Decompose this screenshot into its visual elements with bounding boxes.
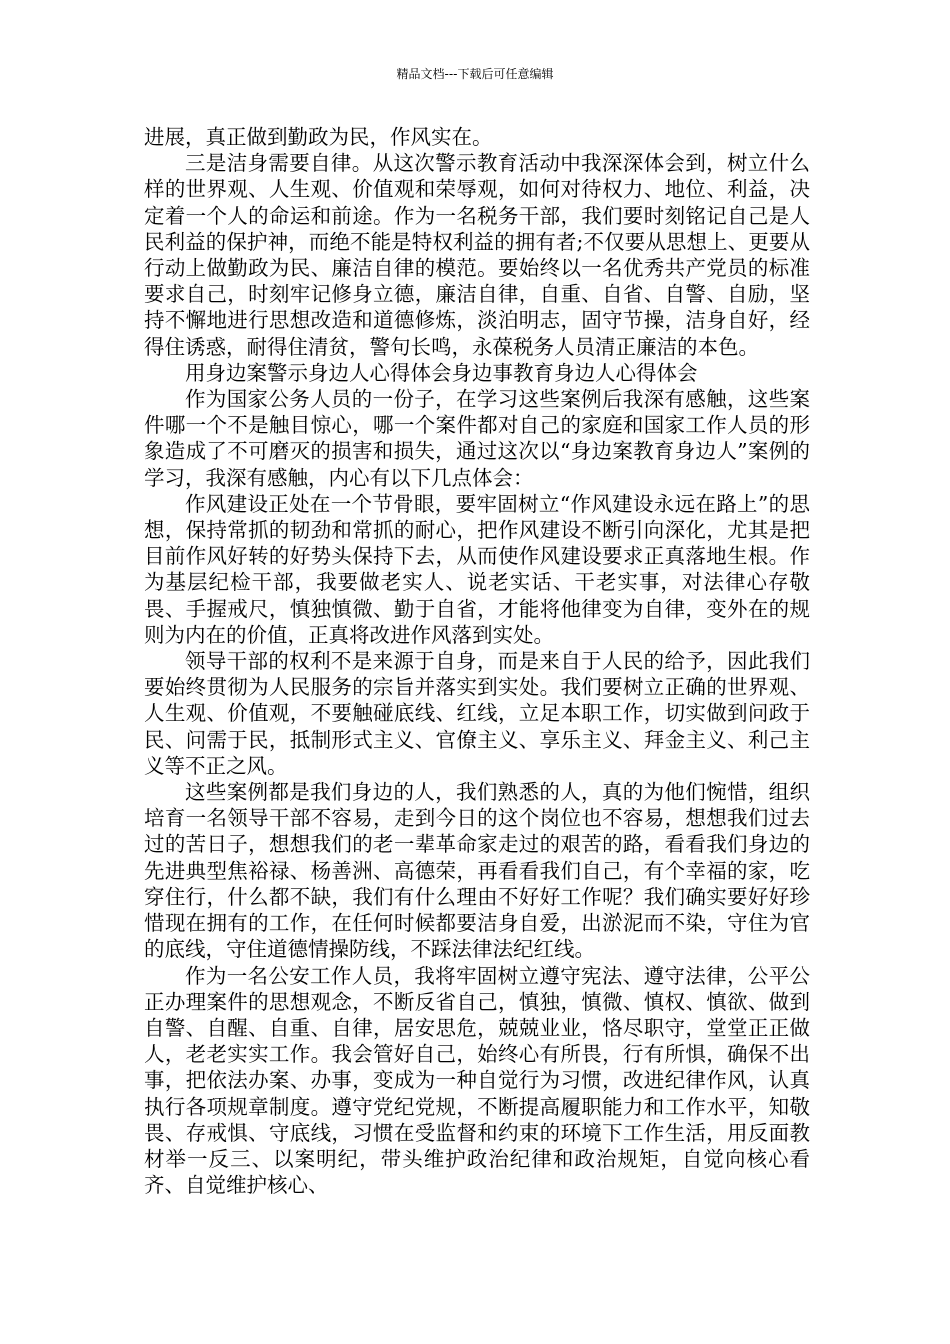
paragraph: 作为一名公安工作人员，我将牢固树立遵守宪法、遵守法律，公平公正办理案件的思想观念，不断反省自己，慎独，慎微、慎权、慎欲、做到自警、自醒、自重、自律，居安思危，兢兢业业，恪尽职守，堂堂正正做人，老老实实工作。我会管好自己，始终心有所畏，行有所惧，确保不出事，把依法办案、办事，变成为一种自觉行为习惯，改进纪律作风，认真执行各项规章制度。遵守党纪党规，不断提高履职能力和工作水平，知敬畏、存戒惧、守底线，习惯在受监督和约束的环境下工作生活，用反面教材举一反三、以案明纪，带头维护政治纪律和政治规矩，自觉向核心看齐、自觉维护核心、 xyxy=(144,963,810,1198)
paragraph: 作风建设正处在一个节骨眼，要牢固树立“作风建设永远在路上”的思想，保持常抓的韧劲和常抓的耐心，把作风建设不断引向深化，尤其是把目前作风好转的好势头保持下去，从而使作风建设要求正真落地生根。作为基层纪检干部，我要做老实人、说老实话、干老实事，对法律心存敬畏、手握戒尺，慎独慎微、勤于自省，才能将他律变为自律，变外在的规则为内在的价值，正真将改进作风落到实处。 xyxy=(144,491,810,647)
document-body xyxy=(144,124,810,1198)
paragraph: 领导干部的权利不是来源于自身，而是来自于人民的给予，因此我们要始终贯彻为人民服务的宗旨并落实到实处。我们要树立正确的世界观、人生观、价值观，不要触碰底线、红线，立足本职工作，切实做到问政于民、问需于民，抵制形式主义、官僚主义、享乐主义、拜金主义、利己主义等不正之风。 xyxy=(144,649,810,778)
paragraph: 这些案例都是我们身边的人，我们熟悉的人，真的为他们惋惜，组织培育一名领导干部不容易，走到今日的这个岗位也不容易，想想我们过去过的苦日子，想想我们的老一辈革命家走过的艰苦的路，看看我们身边的先进典型焦裕禄、杨善洲、高德荣，再看看我们自己，有个幸福的家，吃穿住行，什么都不缺，我们有什么理由不好好工作呢？我们确实要好好珍惜现在拥有的工作，在任何时候都要洁身自爱，出淤泥而不染，守住为官的底线，守住道德情操防线，不踩法律法纪红线。 xyxy=(144,780,810,962)
paragraph: 作为国家公务人员的一份子，在学习这些案例后我深有感触，这些案件哪一个不是触目惊心，哪一个案件都对自己的家庭和国家工作人员的形象造成了不可磨灭的损害和损失，通过这次以“身边案教育身边人”案例的学习，我深有感触，内心有以下几点体会： xyxy=(144,387,810,490)
page-header: 精品文档---下载后可任意编辑 xyxy=(396,67,554,81)
paragraph: 进展，真正做到勤政为民，作风实在。 xyxy=(144,125,493,149)
paragraph: 三是洁身需要自律。从这次警示教育活动中我深深体会到，树立什么样的世界观、人生观、价值观和荣辱观，如何对待权力、地位、利益，决定着一个人的命运和前途。作为一名税务干部，我们要时刻铭记自己是人民利益的保护神，而绝不能是特权利益的拥有者;不仅要从思想上、更要从行动上做勤政为民、廉洁自律的模范。要始终以一名优秀共产党员的标准要求自己，时刻牢记修身立德，廉洁自律，自重、自省、自警、自励，坚持不懈地进行思想改造和道德修炼，淡泊明志，固守节操，洁身自好，经得住诱惑，耐得住清贫，警句长鸣，永葆税务人员清正廉洁的本色。 xyxy=(144,151,810,359)
section-heading: 用身边案警示身边人心得体会身边事教育身边人心得体会 xyxy=(185,360,698,385)
